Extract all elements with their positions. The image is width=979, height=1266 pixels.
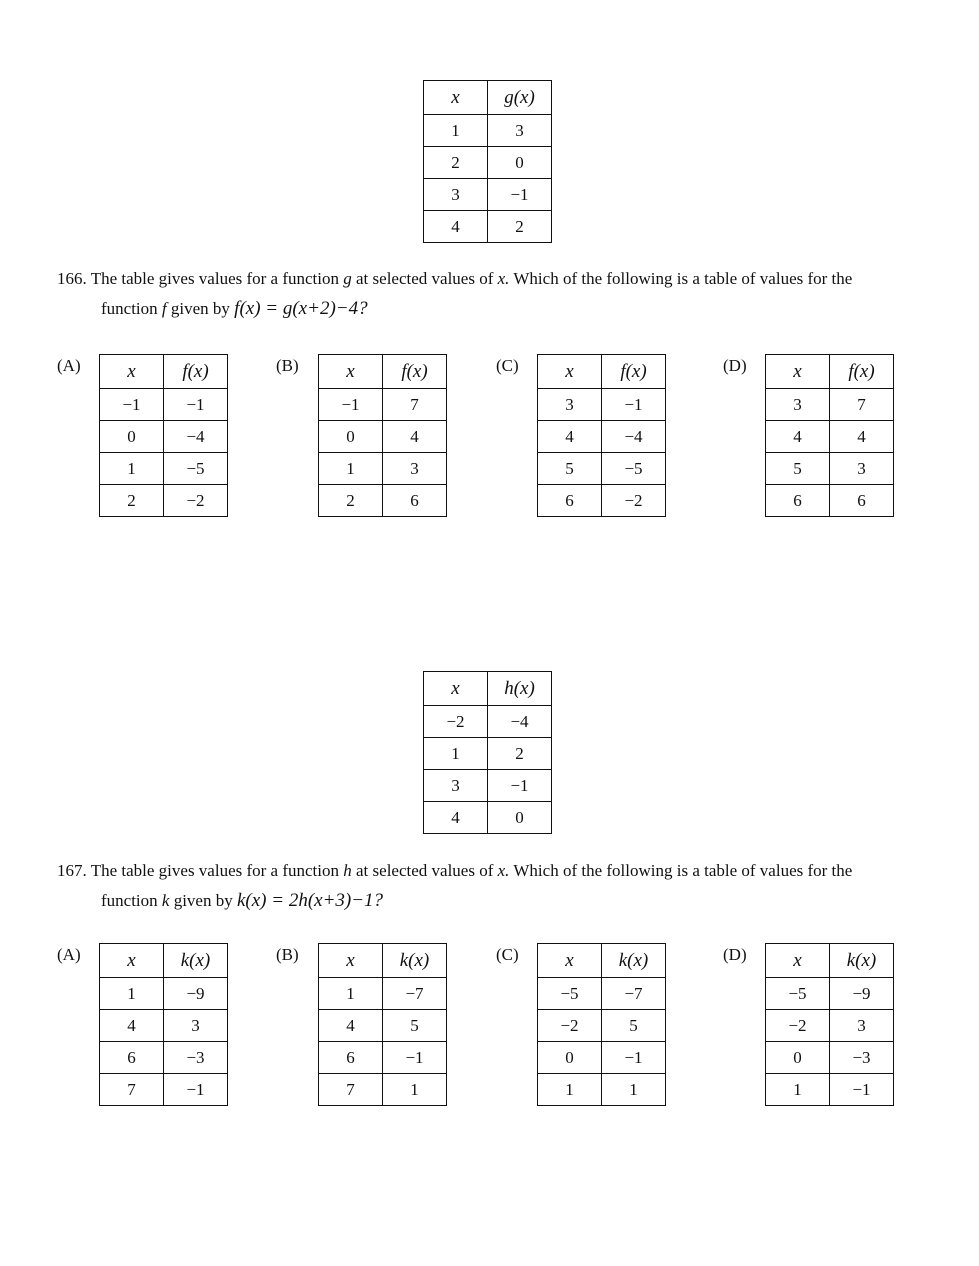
header-x: x: [100, 944, 164, 978]
cell-x: 7: [319, 1074, 383, 1106]
table-row: [424, 770, 552, 802]
table-row: [319, 1042, 447, 1074]
prompt-text: Which of the following is a table of values for the: [513, 269, 853, 288]
prompt-text: function: [101, 299, 158, 318]
header-fx: k(x): [602, 944, 666, 978]
cell-value: 1: [602, 1074, 666, 1106]
cell-x: 1: [538, 1074, 602, 1106]
q167-given-table: [423, 671, 552, 834]
function-name: g: [343, 269, 352, 288]
header-x: x: [100, 355, 164, 389]
prompt-text: function: [101, 891, 158, 910]
table-row: [766, 978, 894, 1010]
cell-x: 1: [100, 453, 164, 485]
header-fx: f(x): [602, 355, 666, 389]
cell-value: −2: [602, 485, 666, 517]
cell-value: 3: [164, 1010, 228, 1042]
table-row: [100, 453, 228, 485]
header-x: x: [538, 944, 602, 978]
choice-b-label[interactable]: (B): [276, 356, 299, 375]
cell-value: −1: [830, 1074, 894, 1106]
cell-x: 0: [538, 1042, 602, 1074]
cell-value: −9: [164, 978, 228, 1010]
cell-value: 2: [488, 211, 552, 243]
cell-x: 1: [319, 453, 383, 485]
cell-x: 4: [424, 802, 488, 834]
q167-choice-c-table[interactable]: [537, 943, 666, 1106]
table-row: [319, 1010, 447, 1042]
cell-value: 6: [383, 485, 447, 517]
cell-value: 0: [488, 802, 552, 834]
cell-value: 4: [830, 421, 894, 453]
header-fx: k(x): [383, 944, 447, 978]
cell-x: 6: [538, 485, 602, 517]
table-row: [538, 389, 666, 421]
cell-x: 1: [424, 738, 488, 770]
header-fx: k(x): [164, 944, 228, 978]
table-row: [100, 421, 228, 453]
table-row: [100, 485, 228, 517]
cell-value: −4: [488, 706, 552, 738]
prompt-text: The table gives values for a function: [90, 269, 340, 288]
header-fx: f(x): [383, 355, 447, 389]
table-row: [766, 1042, 894, 1074]
cell-x: 7: [100, 1074, 164, 1106]
cell-x: 2: [319, 485, 383, 517]
cell-x: 3: [424, 179, 488, 211]
cell-x: 3: [538, 389, 602, 421]
cell-value: 6: [830, 485, 894, 517]
table-row: [319, 421, 447, 453]
cell-value: 5: [383, 1010, 447, 1042]
cell-x: 5: [538, 453, 602, 485]
table-row: [766, 389, 894, 421]
cell-x: −2: [538, 1010, 602, 1042]
table-row: [766, 485, 894, 517]
q166-choice-d-table[interactable]: [765, 354, 894, 517]
cell-x: 3: [424, 770, 488, 802]
cell-x: 0: [766, 1042, 830, 1074]
cell-value: 2: [488, 738, 552, 770]
table-row: [319, 485, 447, 517]
table-row: [538, 1010, 666, 1042]
variable-name: x.: [497, 861, 510, 880]
cell-value: 3: [830, 453, 894, 485]
question-number: 167.: [57, 861, 87, 880]
choice-b-label[interactable]: (B): [276, 945, 299, 964]
cell-value: −1: [602, 389, 666, 421]
table-row: [538, 453, 666, 485]
table-row: [424, 706, 552, 738]
cell-value: 3: [488, 115, 552, 147]
cell-x: 4: [319, 1010, 383, 1042]
cell-x: 4: [424, 211, 488, 243]
prompt-text: given by: [173, 891, 233, 910]
function-name: k: [161, 891, 170, 910]
cell-value: 7: [830, 389, 894, 421]
cell-value: −5: [602, 453, 666, 485]
header-x: x: [766, 944, 830, 978]
header-fx: h(x): [488, 672, 552, 706]
cell-value: −1: [383, 1042, 447, 1074]
table-row: [766, 453, 894, 485]
header-x: x: [319, 944, 383, 978]
cell-x: −5: [766, 978, 830, 1010]
choice-d-label[interactable]: (D): [723, 356, 747, 375]
cell-value: −3: [830, 1042, 894, 1074]
choice-c-label[interactable]: (C): [496, 945, 519, 964]
prompt-text: at selected values of: [356, 269, 494, 288]
question-number: 166.: [57, 269, 87, 288]
table-row: [100, 1010, 228, 1042]
cell-value: 7: [383, 389, 447, 421]
header-fx: f(x): [830, 355, 894, 389]
choice-a-label[interactable]: (A): [57, 356, 81, 375]
table-row: [424, 802, 552, 834]
cell-x: 4: [100, 1010, 164, 1042]
cell-value: 1: [383, 1074, 447, 1106]
cell-x: −5: [538, 978, 602, 1010]
table-row: [766, 1010, 894, 1042]
table-row: [538, 485, 666, 517]
q166-choice-c-table[interactable]: [537, 354, 666, 517]
cell-value: 0: [488, 147, 552, 179]
cell-value: −1: [488, 770, 552, 802]
table-row: [538, 1074, 666, 1106]
table-row: [319, 1074, 447, 1106]
cell-x: 6: [766, 485, 830, 517]
q167-choice-d-table[interactable]: [765, 943, 894, 1106]
table-row: [319, 389, 447, 421]
choice-a-label[interactable]: (A): [57, 945, 81, 964]
table-row: [100, 978, 228, 1010]
table-row: [100, 389, 228, 421]
table-row: [424, 115, 552, 147]
prompt-text: Which of the following is a table of values for the: [513, 861, 853, 880]
q167-choice-a-table[interactable]: [99, 943, 228, 1106]
cell-value: 3: [830, 1010, 894, 1042]
choice-c-label[interactable]: (C): [496, 356, 519, 375]
table-row: [538, 421, 666, 453]
cell-x: −1: [100, 389, 164, 421]
cell-x: 4: [766, 421, 830, 453]
q167-choice-b-table[interactable]: [318, 943, 447, 1106]
cell-value: −1: [164, 1074, 228, 1106]
function-expression: f(x) = g(x+2)−4?: [234, 298, 368, 319]
table-row: [424, 211, 552, 243]
table-row: [538, 1042, 666, 1074]
cell-x: 1: [100, 978, 164, 1010]
cell-value: 5: [602, 1010, 666, 1042]
table-row: [319, 978, 447, 1010]
table-row: [424, 179, 552, 211]
q166-choice-a-table[interactable]: [99, 354, 228, 517]
cell-value: −5: [164, 453, 228, 485]
cell-x: 1: [319, 978, 383, 1010]
table-row: [319, 453, 447, 485]
q167-prompt: [57, 856, 852, 916]
q166-prompt: [57, 264, 852, 324]
table-row: [100, 1074, 228, 1106]
cell-x: 6: [319, 1042, 383, 1074]
table-row: [766, 421, 894, 453]
cell-value: −1: [488, 179, 552, 211]
q166-choice-b-table[interactable]: [318, 354, 447, 517]
cell-value: −7: [383, 978, 447, 1010]
cell-value: −4: [164, 421, 228, 453]
function-name: f: [161, 299, 167, 318]
header-fx: k(x): [830, 944, 894, 978]
cell-x: 2: [424, 147, 488, 179]
table-row: [766, 1074, 894, 1106]
cell-x: 5: [766, 453, 830, 485]
table-row: [424, 738, 552, 770]
cell-value: 3: [383, 453, 447, 485]
cell-value: −3: [164, 1042, 228, 1074]
cell-value: −7: [602, 978, 666, 1010]
cell-x: 6: [100, 1042, 164, 1074]
cell-x: 0: [319, 421, 383, 453]
function-name: h: [343, 861, 352, 880]
cell-value: −1: [602, 1042, 666, 1074]
cell-x: −2: [424, 706, 488, 738]
header-fx: f(x): [164, 355, 228, 389]
choice-d-label[interactable]: (D): [723, 945, 747, 964]
cell-x: 0: [100, 421, 164, 453]
function-expression: k(x) = 2h(x+3)−1?: [236, 890, 384, 911]
cell-x: −1: [319, 389, 383, 421]
cell-x: −2: [766, 1010, 830, 1042]
q166-given-table: [423, 80, 552, 243]
cell-x: 4: [538, 421, 602, 453]
prompt-text: at selected values of: [356, 861, 494, 880]
table-row: [100, 1042, 228, 1074]
header-x: x: [319, 355, 383, 389]
header-x: x: [424, 81, 488, 115]
header-x: x: [424, 672, 488, 706]
cell-x: 2: [100, 485, 164, 517]
cell-value: 4: [383, 421, 447, 453]
variable-name: x.: [497, 269, 510, 288]
header-x: x: [766, 355, 830, 389]
cell-x: 1: [766, 1074, 830, 1106]
header-x: x: [538, 355, 602, 389]
header-fx: g(x): [488, 81, 552, 115]
cell-value: −9: [830, 978, 894, 1010]
table-row: [538, 978, 666, 1010]
cell-value: −4: [602, 421, 666, 453]
table-row: [424, 147, 552, 179]
prompt-text: given by: [170, 299, 230, 318]
cell-value: −2: [164, 485, 228, 517]
prompt-text: The table gives values for a function: [90, 861, 340, 880]
cell-x: 3: [766, 389, 830, 421]
cell-value: −1: [164, 389, 228, 421]
cell-x: 1: [424, 115, 488, 147]
